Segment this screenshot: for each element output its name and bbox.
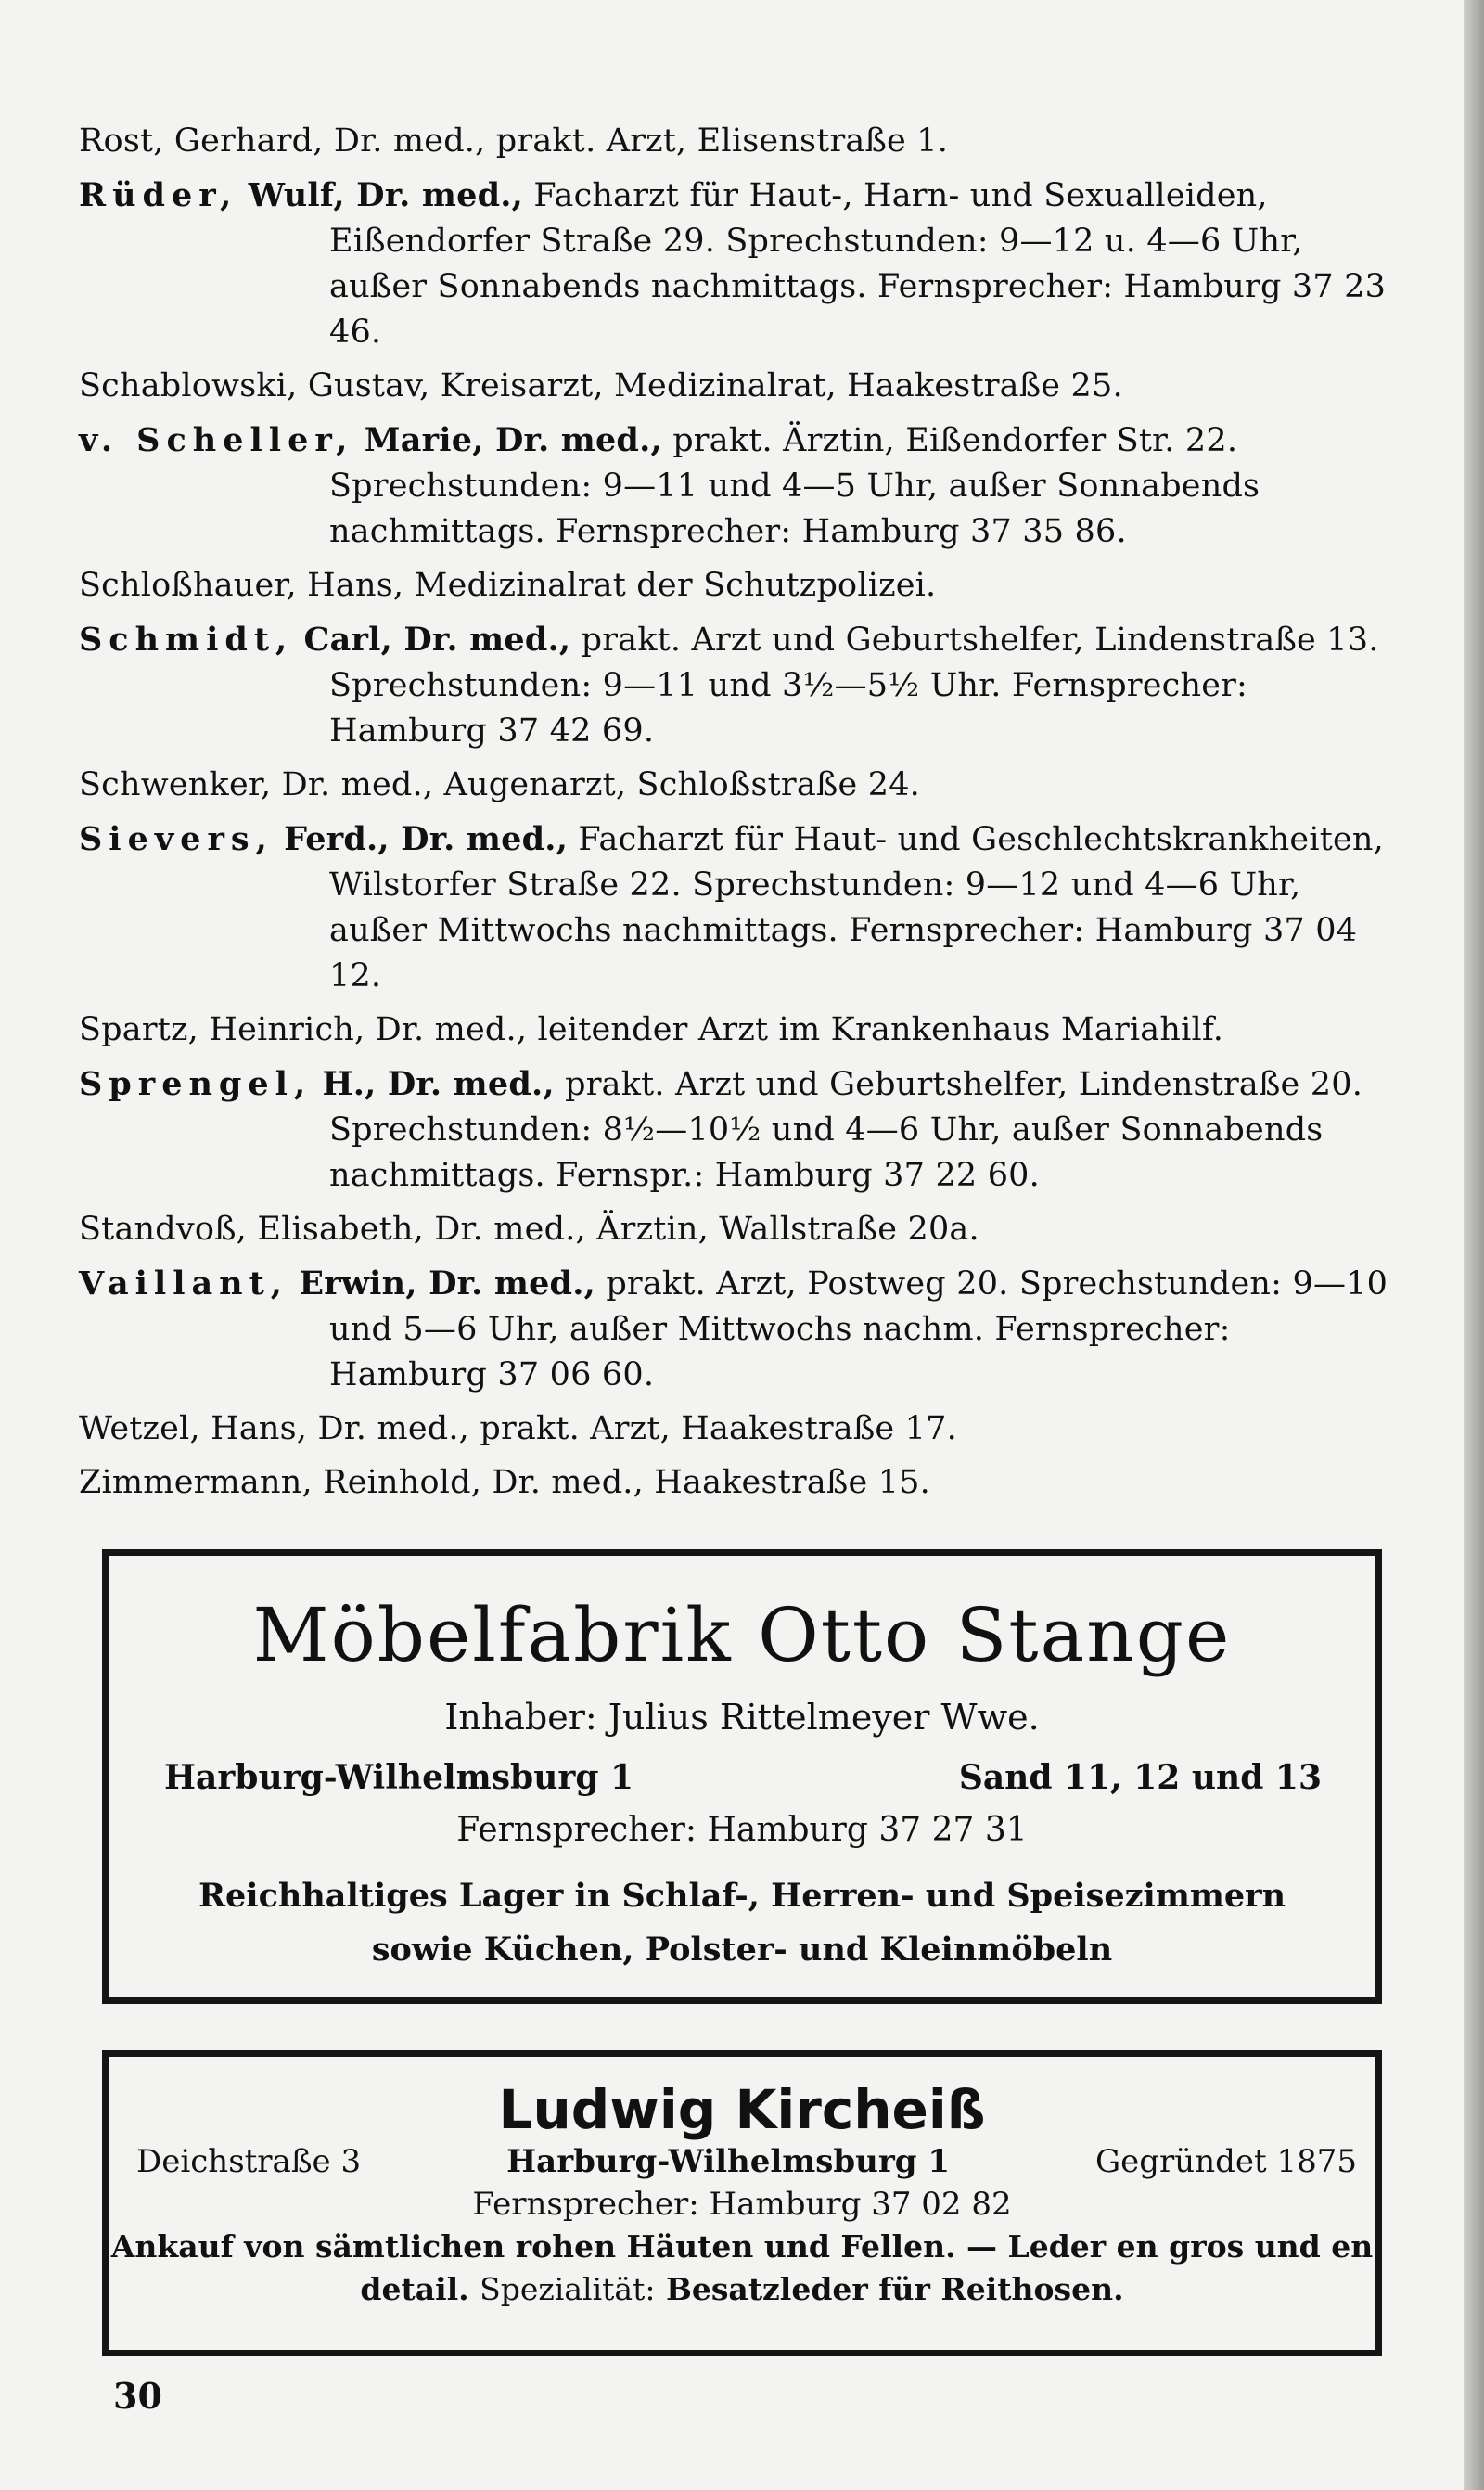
physician-details: prakt. Arzt und Geburtshelfer, Lindenstraße 13. Sprechstunden: 9—11 und 3½—5½ Uhr. Fernsprecher: Hamburg 37 42 69. — [329, 622, 1379, 750]
physician-given-name: Ferd., Dr. med., — [284, 820, 569, 858]
physician-entry — [79, 563, 1396, 609]
physician-details: Haakestraße 15. — [654, 1464, 930, 1501]
ad1-location: Harburg-Wilhelmsburg 1 — [164, 1758, 634, 1797]
physician-given-name: Gustav, — [307, 367, 430, 404]
physician-surname: Vaillant, — [79, 1264, 288, 1303]
physician-given-name: Gerhard, Dr. med., — [173, 122, 486, 160]
physician-given-name: Hans, Dr. med., — [211, 1410, 470, 1447]
physician-surname: Wetzel, — [79, 1410, 200, 1447]
physician-details: prakt. Arzt, Haakestraße 17. — [480, 1410, 957, 1447]
physician-details: Facharzt für Haut-, Harn- und Sexualleiden, Eißendorfer Straße 29. Sprechstunden: 9—12 u. 4—6 Uhr, außer Sonnabends nachmittags. Fernsprecher: Hamburg 37 23 46. — [329, 177, 1387, 351]
ad2-offer-part3: Besatzleder für Reithosen. — [665, 2271, 1124, 2307]
physician-entry — [79, 364, 1396, 409]
physician-surname: Schmidt, — [79, 621, 294, 659]
physician-surname: Schablowski, — [79, 367, 298, 404]
ad1-address: Sand 11, 12 und 13 — [958, 1758, 1322, 1797]
physician-given-name: Marie, Dr. med., — [364, 421, 662, 459]
ad2-phone: Fernsprecher: Hamburg 37 02 82 — [472, 2186, 1012, 2223]
physician-details: Augenarzt, Schloßstraße 24. — [443, 766, 920, 803]
physician-surname: Zimmermann, — [79, 1464, 313, 1501]
physician-given-name: Erwin, Dr. med., — [299, 1264, 595, 1303]
physician-details: leitender Arzt im Krankenhaus Mariahilf. — [537, 1011, 1224, 1048]
physician-surname: Spartz, — [79, 1011, 199, 1048]
physician-details: Facharzt für Haut- und Geschlechtskrankheiten, Wilstorfer Straße 22. Sprechstunden: 9—12 und 4—6 Uhr, außer Mittwochs nachmittags. Fernsprecher: Hamburg 37 04 12. — [329, 821, 1384, 995]
ad2-address: Deichstraße 3 — [136, 2143, 362, 2180]
physician-given-name: Wulf, Dr. med., — [248, 176, 524, 214]
physician-list — [79, 119, 1396, 1514]
ad1-title: Möbelfabrik Otto Stange — [252, 1592, 1232, 1678]
physician-surname: Sprengel, — [79, 1065, 313, 1103]
physician-surname: Sievers, — [79, 820, 274, 858]
ad1-offer-line1: Reichhaltiges Lager in Schlaf-, Herren- und Speisezimmern — [198, 1877, 1286, 1915]
physician-given-name: Hans, — [307, 567, 404, 604]
physician-given-name: Elisabeth, Dr. med., — [257, 1211, 586, 1248]
physician-surname: Schwenker, — [79, 766, 272, 803]
physician-given-name: Dr. med., — [281, 766, 434, 803]
ad1-owner: Inhaber: Julius Rittelmeyer Wwe. — [444, 1697, 1040, 1738]
advertisement-moebelfabrik — [102, 1549, 1382, 2004]
physician-details: prakt. Arzt und Geburtshelfer, Lindenstraße 20. Sprechstunden: 8½—10½ und 4—6 Uhr, außer Sonnabends nachmittags. Fernspr.: Hamburg 37 22 60. — [329, 1066, 1363, 1194]
physician-entry — [79, 1261, 1396, 1398]
physician-given-name: Reinhold, Dr. med., — [323, 1464, 644, 1501]
ad1-offer-line2: sowie Küchen, Polster- und Kleinmöbeln — [371, 1931, 1113, 1969]
physician-details: prakt. Arzt, Postweg 20. Sprechstunden: 9—10 und 5—6 Uhr, außer Mittwochs nachm. Fernsprecher: Hamburg 37 06 60. — [329, 1265, 1388, 1393]
ad2-address-row — [109, 2140, 1375, 2183]
physician-surname: v. Scheller, — [79, 421, 354, 459]
physician-details: Ärztin, Wallstraße 20a. — [596, 1211, 979, 1248]
physician-details: prakt. Ärztin, Eißendorfer Str. 22. Sprechstunden: 9—11 und 4—5 Uhr, außer Sonnabends nachmittags. Fernsprecher: Hamburg 37 35 86. — [329, 422, 1260, 550]
physician-surname: Rüder, — [79, 176, 238, 214]
ad1-location-row — [109, 1751, 1375, 1804]
advertisement-kircheiss — [102, 2050, 1382, 2356]
physician-entry — [79, 1406, 1396, 1452]
physician-surname: Schloßhauer, — [79, 567, 297, 604]
physician-entry — [79, 816, 1396, 999]
physician-given-name: Heinrich, Dr. med., — [209, 1011, 528, 1048]
ad2-offer — [109, 2226, 1375, 2311]
physician-surname: Rost, — [79, 122, 164, 160]
physician-details: prakt. Arzt, Elisenstraße 1. — [495, 122, 949, 160]
physician-entry — [79, 1207, 1396, 1252]
ad1-phone: Fernsprecher: Hamburg 37 27 31 — [456, 1811, 1028, 1849]
physician-entry — [79, 173, 1396, 355]
ad2-offer-part2: Spezialität: — [480, 2271, 656, 2307]
physician-entry — [79, 617, 1396, 754]
physician-given-name: H., Dr. med., — [322, 1065, 555, 1103]
physician-surname: Standvoß, — [79, 1211, 248, 1248]
physician-entry — [79, 1061, 1396, 1199]
physician-entry — [79, 417, 1396, 555]
physician-details: Kreisarzt, Medizinalrat, Haakestraße 25. — [440, 367, 1123, 404]
ad2-title: Ludwig Kircheiß — [498, 2078, 986, 2141]
physician-entry — [79, 119, 1396, 164]
physician-entry — [79, 1008, 1396, 1053]
physician-details: Medizinalrat der Schutzpolizei. — [414, 567, 937, 604]
physician-given-name: Carl, Dr. med., — [303, 621, 571, 659]
page-number: 30 — [113, 2375, 162, 2417]
physician-entry — [79, 763, 1396, 808]
ad2-location: Harburg-Wilhelmsburg 1 — [506, 2143, 951, 2180]
ad2-founded: Gegründet 1875 — [1095, 2143, 1357, 2180]
physician-entry — [79, 1460, 1396, 1506]
page-edge-shadow — [1464, 0, 1484, 2490]
ad2-offer-part1: Ankauf von sämtlichen rohen Häuten und Fellen. — Leder en gros und en detail. — [110, 2228, 1374, 2307]
